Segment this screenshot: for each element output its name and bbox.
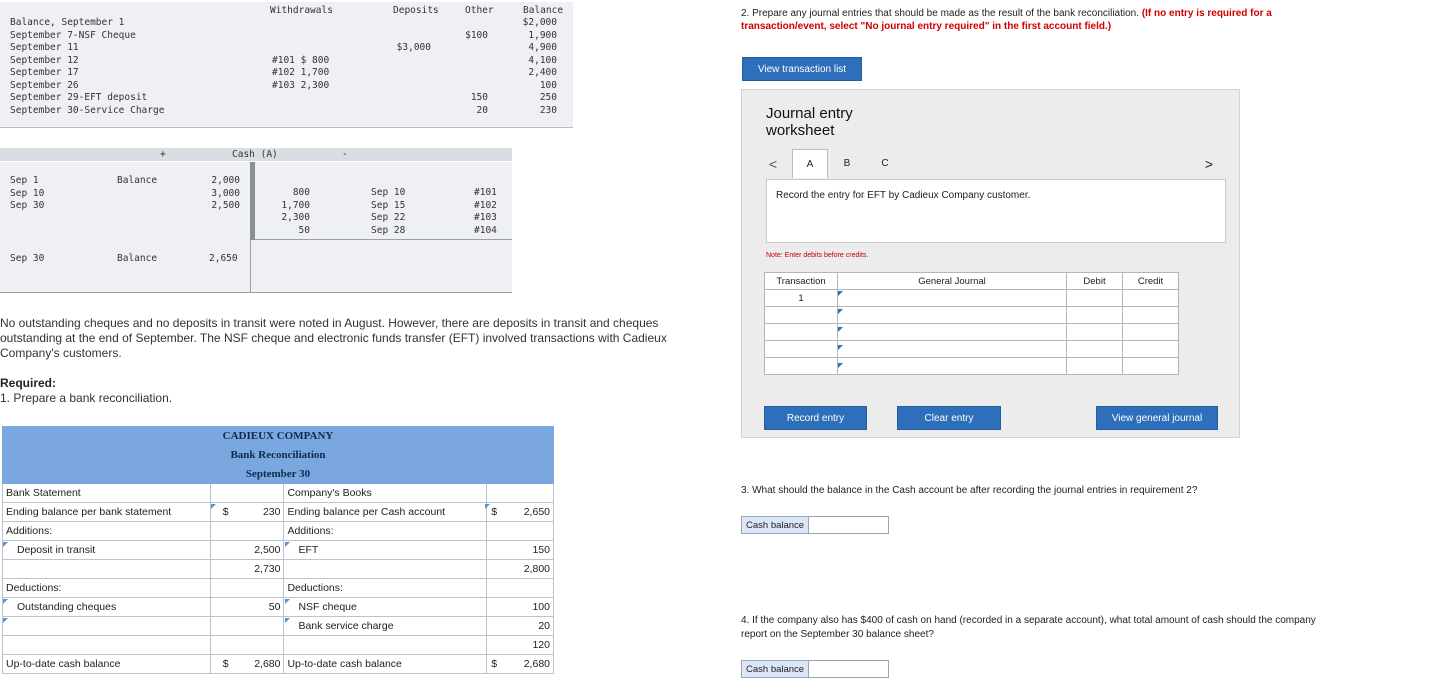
currency-symbol: $: [491, 506, 498, 518]
debit-input[interactable]: [1067, 341, 1123, 358]
recon-bank-deductions-label: Deductions:: [3, 579, 211, 598]
t-account-credit-ref: #101: [474, 187, 497, 198]
recon-bank-ending-cell[interactable]: [210, 503, 284, 522]
statement-row-label: September 30-Service Charge: [10, 104, 165, 116]
t-account-debit-date: Sep 30: [10, 200, 45, 211]
clear-entry-button[interactable]: Clear entry: [897, 406, 1001, 430]
t-account-debit-amount: 3,000: [211, 187, 240, 199]
t-account-credit-date: Sep 22: [371, 212, 406, 223]
dropdown-indicator-icon: [838, 345, 843, 350]
cash-balance-input[interactable]: [809, 661, 888, 677]
dropdown-indicator-icon: [285, 599, 290, 604]
transaction-number: 1: [765, 290, 838, 307]
t-account-credit-ref: #104: [474, 224, 497, 236]
account-select[interactable]: [838, 307, 1067, 324]
dropdown-indicator-icon: [485, 504, 490, 509]
recon-books-subtotal: 2,800: [487, 560, 554, 579]
statement-deposits-value: $3,000: [396, 42, 431, 53]
t-account-vertical-line: [250, 162, 255, 240]
t-account-credit-amount: 2,300: [281, 212, 310, 223]
debit-input[interactable]: [1067, 358, 1123, 375]
journal-row: [765, 290, 1179, 307]
recon-bank-ending-value: 230: [262, 506, 281, 518]
statement-withdrawals-value: #102 1,700: [272, 67, 330, 78]
question-2-instruction-a: (If no entry is required for a: [1141, 8, 1272, 19]
recon-outstanding-cheques-value[interactable]: 50: [210, 598, 284, 617]
worksheet-title-line-1: Journal entry: [766, 105, 853, 122]
recon-books-upto-label: Up-to-date cash balance: [284, 655, 487, 674]
recon-bank-upto-cell: [210, 655, 284, 674]
cash-balance-field-q4: [741, 660, 889, 678]
recon-books-upto-cell: [487, 655, 554, 674]
question-2-main: 2. Prepare any journal entries that should be made as the result of the bank reconciliation.: [741, 8, 1140, 19]
recon-bank-empty-select[interactable]: [3, 617, 211, 636]
required-heading: Required:: [0, 376, 57, 390]
t-account-ending-amount: 2,650: [209, 253, 238, 264]
statement-row-label: September 11: [10, 42, 79, 53]
entry-description: Record the entry for EFT by Cadieux Company customer.: [766, 179, 1226, 243]
statement-balance-value: 100: [539, 79, 557, 91]
account-select[interactable]: [838, 358, 1067, 375]
credit-input[interactable]: [1123, 358, 1179, 375]
journal-row: [765, 324, 1179, 341]
credit-input[interactable]: [1123, 290, 1179, 307]
recon-deposit-in-transit-value[interactable]: 2,500: [210, 541, 284, 560]
recon-eft-value[interactable]: 150: [487, 541, 554, 560]
statement-balance-value: 4,100: [528, 54, 557, 66]
currency-symbol: $: [491, 658, 498, 670]
recon-bank-additions-label: Additions:: [3, 522, 211, 541]
col-header-credit: Credit: [1123, 273, 1179, 290]
t-account-title: Cash (A): [232, 149, 278, 160]
next-chevron-icon[interactable]: >: [1204, 155, 1214, 172]
recon-title: Bank Reconciliation: [3, 446, 554, 465]
statement-balance-value: $2,000: [522, 17, 557, 28]
question-4-line-1: 4. If the company also has $400 of cash on hand (recorded in a separate account), what total amount of cash should the company: [741, 615, 1316, 626]
question-3-text: 3. What should the balance in the Cash account be after recording the journal entries in requirement 2?: [741, 485, 1198, 496]
statement-balance-value: 230: [539, 104, 557, 116]
bank-reconciliation-table: [2, 426, 554, 674]
statement-row-label: September 17: [10, 67, 79, 78]
dropdown-indicator-icon: [285, 542, 290, 547]
t-account-plus: +: [160, 149, 166, 160]
recon-books-header: Company's Books: [284, 484, 487, 503]
statement-row-label: September 26: [10, 79, 79, 91]
t-account-debit-amount: 2,000: [211, 175, 240, 186]
statement-other-value: 150: [470, 92, 488, 103]
credit-input[interactable]: [1123, 341, 1179, 358]
recon-bank-empty-value[interactable]: [210, 617, 284, 636]
t-account-debit-amount: 2,500: [211, 200, 240, 211]
recon-books-ending-cell[interactable]: [487, 503, 554, 522]
statement-balance-value: 4,900: [528, 42, 557, 53]
dropdown-indicator-icon: [838, 327, 843, 332]
requirement-1: 1. Prepare a bank reconciliation.: [0, 391, 173, 405]
divider: [0, 127, 573, 128]
statement-balance-value: 1,900: [528, 29, 557, 41]
tab-c[interactable]: C: [881, 158, 889, 169]
journal-row: [765, 358, 1179, 375]
cash-balance-label: Cash balance: [742, 517, 809, 533]
debit-input[interactable]: [1067, 324, 1123, 341]
t-account-credit-ref: #103: [474, 212, 497, 223]
currency-symbol: $: [222, 506, 229, 518]
dropdown-indicator-icon: [838, 309, 843, 314]
recon-books-ending-value: 2,650: [523, 506, 550, 518]
recon-bank-header: Bank Statement: [3, 484, 211, 503]
account-select[interactable]: [838, 341, 1067, 358]
dropdown-indicator-icon: [838, 291, 843, 296]
recon-books-deductions-label: Deductions:: [284, 579, 487, 598]
statement-row-label: September 7-NSF Cheque: [10, 29, 136, 41]
col-header-deposits: Deposits: [393, 5, 439, 16]
recon-company: CADIEUX COMPANY: [3, 427, 554, 446]
col-header-balance: Balance: [523, 5, 564, 16]
statement-other-value: $100: [465, 29, 488, 41]
recon-books-additions-label: Additions:: [284, 522, 487, 541]
recon-bank-ending-label: Ending balance per bank statement: [3, 503, 211, 522]
journal-row: [765, 341, 1179, 358]
question-2-text: [741, 8, 1272, 19]
worksheet-title-line-2: worksheet: [766, 122, 835, 139]
record-entry-button[interactable]: Record entry: [764, 406, 867, 430]
t-account-credit-date: Sep 28: [371, 224, 406, 236]
problem-paragraph-line-2: outstanding at the end of September. The NSF cheque and electronic funds transfer (EFT) involved transactions with Cadieux: [0, 331, 667, 345]
t-account-credit-amount: 800: [292, 187, 310, 198]
t-account-credit-amount: 1,700: [281, 199, 310, 211]
t-account-body: [0, 162, 512, 292]
t-account-debit-date: Sep 10: [10, 187, 45, 199]
currency-symbol: $: [222, 658, 229, 670]
col-header-other: Other: [465, 5, 494, 16]
recon-service-charge-value[interactable]: 20: [487, 617, 554, 636]
recon-bank-subtotal: 2,730: [210, 560, 284, 579]
dropdown-indicator-icon: [3, 542, 8, 547]
view-transaction-list-button[interactable]: View transaction list: [742, 57, 862, 81]
t-account-debit-desc: Balance: [117, 175, 158, 186]
problem-paragraph-line-3: Company's customers.: [0, 346, 122, 360]
t-account-credit-total-line: [255, 239, 512, 240]
credit-input[interactable]: [1123, 324, 1179, 341]
view-general-journal-button[interactable]: View general journal: [1096, 406, 1218, 430]
col-header-general-journal: General Journal: [838, 273, 1067, 290]
worksheet-tabs: [766, 149, 1214, 178]
statement-withdrawals-value: #103 2,300: [272, 79, 330, 91]
col-header-debit: Debit: [1067, 273, 1123, 290]
debit-input[interactable]: [1067, 290, 1123, 307]
journal-row: [765, 307, 1179, 324]
statement-row-label: September 29-EFT deposit: [10, 92, 148, 103]
statement-row-label: September 12: [10, 54, 79, 66]
statement-withdrawals-value: #101 $ 800: [272, 54, 330, 66]
recon-service-charge-select[interactable]: Bank service charge: [284, 617, 487, 636]
problem-paragraph-line-1: No outstanding cheques and no deposits in transit were noted in August. However, there are deposits in transit and cheques: [0, 316, 659, 330]
recon-outstanding-cheques-select[interactable]: Outstanding cheques: [3, 598, 211, 617]
journal-entry-worksheet: [741, 89, 1240, 438]
cash-balance-label: Cash balance: [742, 661, 809, 677]
t-account-credit-date: Sep 10: [371, 187, 406, 198]
statement-balance-value: 2,400: [528, 67, 557, 78]
recon-deposit-in-transit-select[interactable]: Deposit in transit: [3, 541, 211, 560]
t-account-bottom-line: [0, 292, 512, 293]
recon-date: September 30: [3, 465, 554, 484]
col-header-transaction: Transaction: [765, 273, 838, 290]
recon-nsf-cheque-select[interactable]: NSF cheque: [284, 598, 487, 617]
t-account-credit-ref: #102: [474, 199, 497, 211]
account-select[interactable]: [838, 324, 1067, 341]
question-2-instruction-b: transaction/event, select "No journal entry required" in the first account field.): [741, 21, 1112, 32]
recon-eft-select[interactable]: EFT: [284, 541, 487, 560]
account-select[interactable]: [838, 290, 1067, 307]
journal-entry-table: [764, 272, 1179, 375]
dropdown-indicator-icon: [3, 599, 8, 604]
t-account-credit-date: Sep 15: [371, 199, 406, 211]
recon-nsf-cheque-value[interactable]: 100: [487, 598, 554, 617]
t-account-debit-date: Sep 1: [10, 175, 39, 186]
statement-row-label: Balance, September 1: [10, 17, 125, 28]
debit-credit-note: Note: Enter debits before credits.: [766, 252, 869, 259]
question-4-line-2: report on the September 30 balance sheet?: [741, 629, 934, 640]
debit-input[interactable]: [1067, 307, 1123, 324]
prev-chevron-icon[interactable]: <: [768, 155, 778, 172]
statement-other-value: 20: [476, 104, 488, 116]
cash-balance-field-q3: [741, 516, 889, 534]
t-account-credit-amount: 50: [298, 224, 310, 236]
t-account-ending-desc: Balance: [117, 253, 158, 264]
recon-books-upto-value: 2,680: [523, 658, 550, 670]
dropdown-indicator-icon: [211, 504, 216, 509]
dropdown-indicator-icon: [285, 618, 290, 623]
recon-books-ending-label: Ending balance per Cash account: [284, 503, 487, 522]
worksheet-title: [766, 105, 853, 139]
t-account-ending-date: Sep 30: [10, 253, 45, 264]
recon-bank-upto-label: Up-to-date cash balance: [3, 655, 211, 674]
credit-input[interactable]: [1123, 307, 1179, 324]
recon-bank-upto-value: 2,680: [254, 658, 281, 670]
tab-a[interactable]: A: [792, 149, 828, 178]
dropdown-indicator-icon: [838, 363, 843, 368]
t-account-vertical-line-lower: [250, 240, 251, 292]
col-header-withdrawals: Withdrawals: [270, 5, 333, 16]
dropdown-indicator-icon: [3, 618, 8, 623]
cash-balance-input[interactable]: [809, 517, 888, 533]
tab-b[interactable]: B: [843, 158, 851, 169]
statement-balance-value: 250: [539, 92, 557, 103]
recon-books-deductions-total: 120: [487, 636, 554, 655]
t-account-minus: -: [342, 149, 348, 160]
